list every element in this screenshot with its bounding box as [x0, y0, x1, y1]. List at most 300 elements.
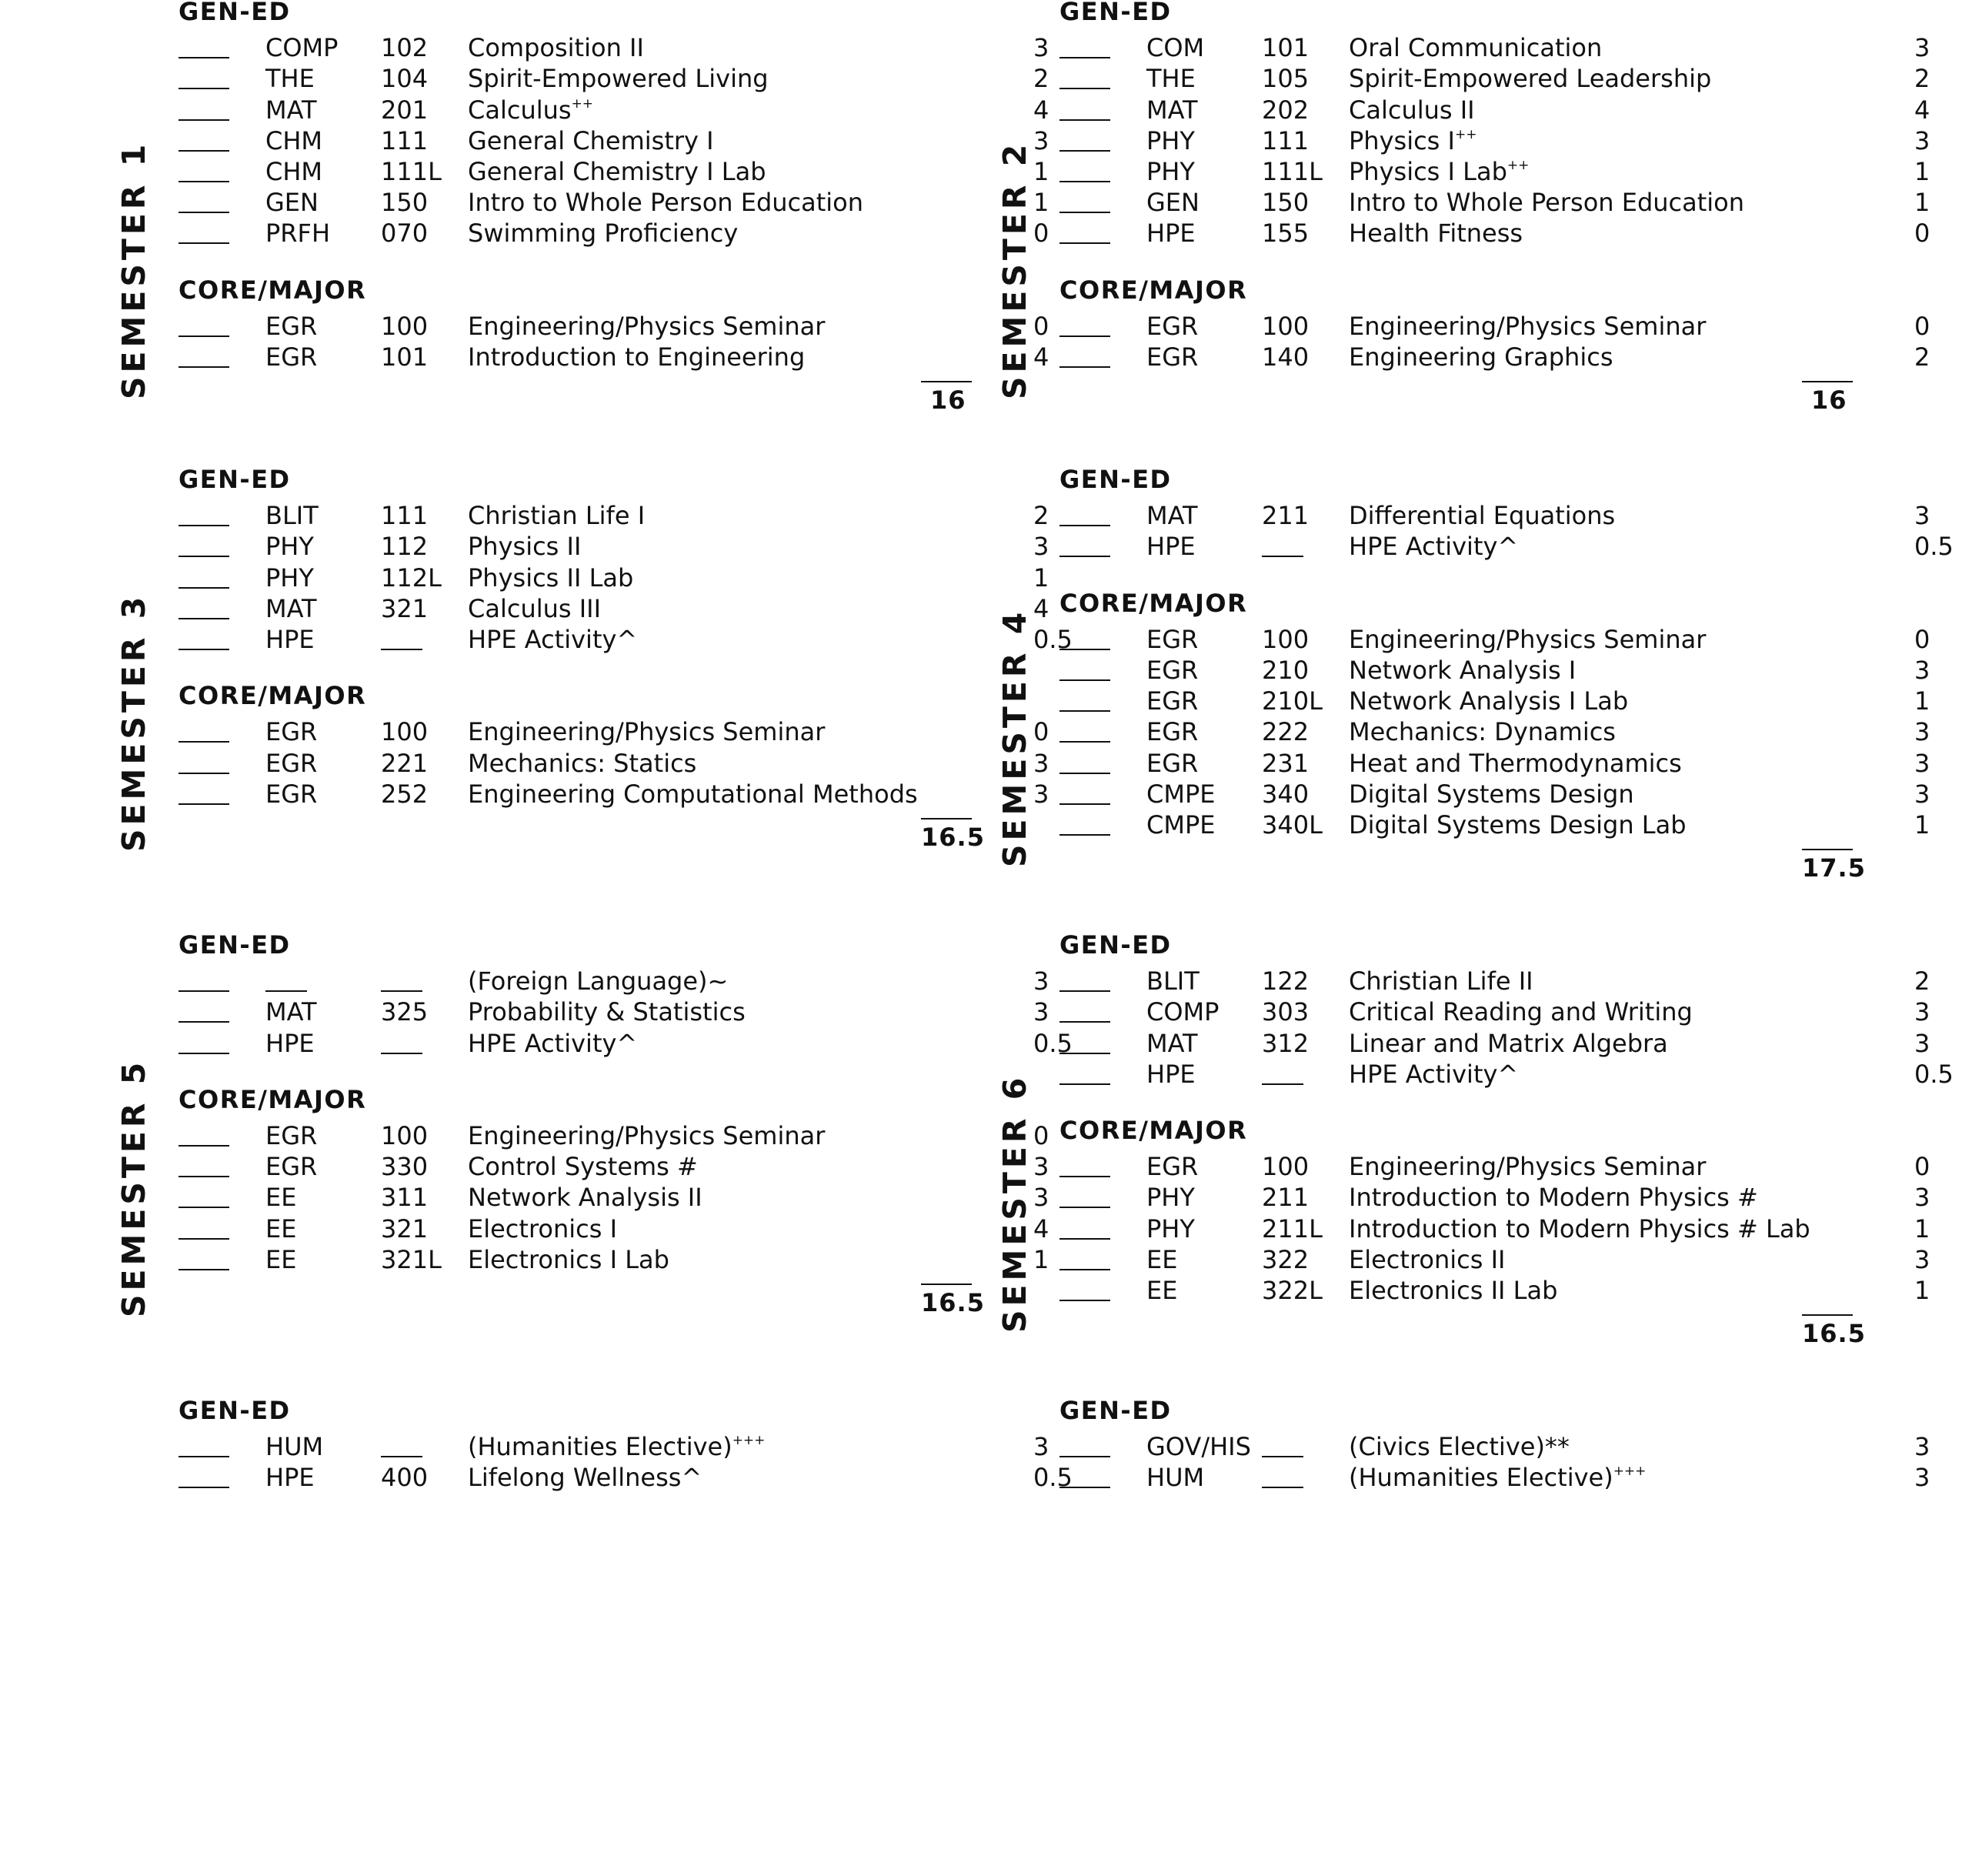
course-title	[1349, 655, 1576, 686]
semester-block	[881, 0, 1930, 477]
grade-blank[interactable]	[1059, 1462, 1110, 1493]
grade-blank[interactable]	[179, 593, 229, 624]
course-credits: 3	[1914, 748, 1930, 778]
course-row	[1059, 1462, 1930, 1493]
course-subject: EGR	[1146, 1152, 1199, 1182]
course-credits: 0	[1914, 311, 1930, 341]
grade-blank[interactable]	[1059, 311, 1110, 342]
course-credits: 2	[1914, 966, 1930, 996]
course-credits: 3	[1914, 1432, 1930, 1462]
course-title	[468, 95, 593, 125]
course-row	[1059, 1059, 1954, 1090]
course-title	[468, 1151, 698, 1182]
course-credits: 0	[1033, 219, 1049, 249]
course-number: 322	[1262, 1244, 1310, 1274]
section-heading: GEN-ED	[1059, 465, 1172, 494]
course-subject: GOV/HIS	[1146, 1432, 1251, 1462]
course-row	[1059, 187, 1930, 218]
course-title-text: Heat and Thermodynamics	[1349, 748, 1682, 778]
course-subject: MAT	[1146, 1028, 1198, 1058]
course-credits: 2	[1914, 64, 1930, 94]
course-title	[1349, 1275, 1557, 1306]
course-credits: 1	[1914, 1276, 1930, 1305]
grade-blank[interactable]	[1059, 1213, 1110, 1244]
subject-blank	[265, 966, 307, 996]
course-credits: 0.5	[1914, 1059, 1954, 1089]
course-title	[468, 1028, 637, 1059]
course-title	[468, 500, 645, 531]
course-title-text: Engineering/Physics Seminar	[1349, 311, 1707, 341]
course-title-text: Christian Life II	[1349, 966, 1533, 996]
grade-blank[interactable]	[1059, 1275, 1110, 1306]
course-subject: EGR	[1146, 624, 1199, 654]
course-title-text: Engineering/Physics Seminar	[468, 311, 826, 341]
course-title-text: Digital Systems Design	[1349, 779, 1634, 809]
grade-blank[interactable]	[1059, 748, 1110, 779]
course-row	[1059, 342, 1930, 372]
course-row	[1059, 1028, 1930, 1059]
course-row	[1059, 1431, 1930, 1462]
course-credits: 3	[1033, 966, 1049, 996]
course-title-text: Electronics I	[468, 1213, 618, 1243]
grade-blank[interactable]	[179, 500, 229, 531]
course-subject: EGR	[1146, 342, 1199, 372]
grade-blank[interactable]	[1059, 1182, 1110, 1213]
course-title	[468, 156, 766, 187]
course-number: 400	[381, 1463, 429, 1493]
course-credits: 0	[1914, 219, 1930, 249]
course-subject: EGR	[1146, 656, 1199, 685]
course-subject: COMP	[1146, 997, 1220, 1027]
course-credits: 3	[1914, 501, 1930, 531]
course-number-blank	[1262, 1462, 1303, 1493]
course-title-text: HPE Activity^	[1349, 1059, 1519, 1089]
course-credits: 1	[1914, 1213, 1930, 1243]
course-subject: EE	[1146, 1276, 1178, 1305]
course-title-text: Christian Life I	[468, 501, 646, 531]
course-subject: MAT	[265, 593, 317, 623]
course-number: 325	[381, 997, 429, 1027]
course-title	[1349, 531, 1518, 562]
course-title	[468, 1213, 617, 1244]
grade-blank[interactable]	[1059, 1244, 1110, 1275]
course-credits: 1	[1033, 188, 1049, 218]
course-subject: PHY	[1146, 157, 1195, 186]
course-title	[1349, 779, 1634, 809]
credit-total: 16.5	[1802, 1319, 1866, 1349]
course-number: 321	[381, 593, 429, 623]
course-credits: 3	[1033, 532, 1049, 562]
grade-blank[interactable]	[179, 342, 229, 372]
course-number: 100	[1262, 624, 1310, 654]
section-heading: GEN-ED	[179, 930, 291, 960]
course-credits: 0.5	[1033, 625, 1073, 654]
course-number: 231	[1262, 748, 1310, 778]
course-number: 201	[381, 95, 429, 125]
course-number: 111L	[1262, 157, 1323, 186]
course-title	[1349, 125, 1477, 156]
course-title-text: Control Systems #	[468, 1152, 698, 1182]
grade-blank[interactable]	[1059, 655, 1110, 686]
course-title-text: Oral Communication	[1349, 33, 1603, 63]
course-title	[1349, 342, 1613, 372]
course-row	[1059, 63, 1930, 94]
course-number: 211L	[1262, 1213, 1323, 1243]
footnote-mark: ++	[571, 95, 594, 112]
course-row	[1059, 779, 1930, 809]
course-credits: 3	[1033, 748, 1049, 778]
course-title-text: Engineering/Physics Seminar	[1349, 1152, 1707, 1182]
course-credits: 1	[1914, 188, 1930, 218]
course-credits: 3	[1033, 33, 1049, 63]
course-subject: GEN	[1146, 188, 1200, 218]
course-credits: 3	[1914, 1183, 1930, 1213]
course-number: 222	[1262, 717, 1310, 747]
grade-blank[interactable]	[179, 156, 229, 187]
course-number: 111	[381, 125, 429, 155]
course-number: 303	[1262, 997, 1310, 1027]
course-title-text: Network Analysis II	[468, 1183, 702, 1213]
course-number-blank	[1262, 1059, 1303, 1090]
course-title-text: Physics II	[468, 532, 582, 562]
course-title	[1349, 624, 1706, 655]
course-row	[1059, 1275, 1930, 1306]
course-credits: 3	[1033, 1183, 1049, 1213]
course-title-text: Electronics II Lab	[1349, 1276, 1558, 1305]
course-subject: EE	[265, 1183, 297, 1213]
course-title	[468, 311, 825, 342]
course-title-text: Network Analysis I	[1349, 656, 1577, 685]
grade-blank[interactable]	[1059, 966, 1110, 996]
course-subject: HPE	[1146, 219, 1196, 249]
course-title-text: Swimming Proficiency	[468, 219, 739, 249]
course-title	[1349, 1182, 1758, 1213]
course-credits: 4	[1914, 95, 1930, 125]
course-credits: 1	[1033, 157, 1049, 186]
grade-blank[interactable]	[1059, 1431, 1110, 1462]
course-subject: PHY	[1146, 1213, 1195, 1243]
course-number: 122	[1262, 966, 1310, 996]
grade-blank[interactable]	[1059, 531, 1110, 562]
footnote-mark: ++	[1507, 158, 1530, 173]
total-rule	[1802, 1314, 1853, 1316]
course-title	[1349, 1213, 1810, 1244]
course-subject: CHM	[265, 125, 323, 155]
course-subject: PHY	[1146, 1183, 1195, 1213]
grade-blank[interactable]	[1059, 95, 1110, 125]
course-number: 321L	[381, 1244, 442, 1274]
course-subject: EE	[265, 1213, 297, 1243]
grade-blank[interactable]	[179, 1151, 229, 1182]
course-title	[468, 1244, 669, 1275]
course-number: 211	[1262, 1183, 1310, 1213]
course-number-blank	[381, 966, 422, 996]
course-number: 330	[381, 1152, 429, 1182]
course-number-blank	[381, 624, 422, 655]
course-subject: EGR	[265, 342, 318, 372]
course-title	[1349, 809, 1687, 840]
grade-blank[interactable]	[179, 187, 229, 218]
course-credits: 3	[1033, 1152, 1049, 1182]
course-subject: EGR	[1146, 717, 1199, 747]
course-number: 105	[1262, 64, 1310, 94]
total-rule	[1802, 381, 1853, 382]
grade-blank[interactable]	[1059, 125, 1110, 156]
credit-total: 16.5	[921, 823, 985, 852]
grade-blank[interactable]	[1059, 218, 1110, 249]
course-number: 111L	[381, 157, 442, 186]
course-title	[468, 125, 714, 156]
course-title	[1349, 1028, 1668, 1059]
course-number: 112L	[381, 562, 442, 593]
course-title-text: Linear and Matrix Algebra	[1349, 1028, 1668, 1058]
grade-blank[interactable]	[179, 1120, 229, 1151]
grade-blank[interactable]	[179, 624, 229, 655]
grade-blank[interactable]	[179, 1182, 229, 1213]
grade-blank[interactable]	[179, 1462, 229, 1493]
total-rule	[1802, 849, 1853, 850]
grade-blank[interactable]	[179, 531, 229, 562]
course-credits: 3	[1033, 997, 1049, 1027]
credit-total: 16.5	[921, 1288, 985, 1317]
course-credits: 1	[1914, 157, 1930, 186]
course-title	[468, 716, 825, 747]
course-number: 070	[381, 219, 429, 249]
course-title-text: General Chemistry I	[468, 125, 714, 155]
course-number: 100	[1262, 311, 1310, 341]
course-title	[468, 531, 581, 562]
course-title-text: Intro to Whole Person Education	[468, 188, 864, 218]
grade-blank[interactable]	[1059, 686, 1110, 716]
course-row	[1059, 156, 1930, 187]
course-credits: 3	[1914, 1028, 1930, 1058]
course-title	[1349, 63, 1711, 94]
course-title	[1349, 1462, 1646, 1493]
course-row	[1059, 500, 1930, 531]
grade-blank[interactable]	[179, 125, 229, 156]
course-number: 100	[381, 311, 429, 341]
course-credits: 0	[1033, 311, 1049, 341]
course-title-text: Physics I Lab	[1349, 157, 1507, 186]
course-credits: 0.5	[1914, 532, 1954, 562]
course-number: 112	[381, 532, 429, 562]
grade-blank[interactable]	[1059, 63, 1110, 94]
course-title-text: HPE Activity^	[1349, 532, 1519, 562]
course-subject: EE	[265, 1244, 297, 1274]
semester-block	[881, 930, 1954, 1410]
course-title	[1349, 996, 1693, 1027]
course-row	[1059, 95, 1930, 125]
course-title	[468, 342, 805, 372]
course-title-text: Engineering/Physics Seminar	[1349, 624, 1707, 654]
course-title	[468, 1120, 825, 1151]
section-heading: CORE/MAJOR	[179, 275, 367, 305]
course-subject: EGR	[265, 748, 318, 778]
course-title-text: Digital Systems Design Lab	[1349, 810, 1687, 840]
grade-blank[interactable]	[1059, 809, 1110, 840]
semester-block	[881, 1396, 1930, 1876]
course-title	[468, 624, 637, 655]
grade-blank[interactable]	[1059, 156, 1110, 187]
grade-blank[interactable]	[1059, 500, 1110, 531]
course-credits: 2	[1033, 64, 1049, 94]
course-title-text: Introduction to Modern Physics # Lab	[1349, 1213, 1810, 1243]
course-title-text: HPE Activity^	[468, 625, 638, 654]
grade-blank[interactable]	[179, 1213, 229, 1244]
grade-blank[interactable]	[1059, 779, 1110, 809]
course-title-text: Spirit-Empowered Leadership	[1349, 64, 1712, 94]
course-subject: EGR	[1146, 686, 1199, 716]
course-subject: GEN	[265, 188, 319, 218]
course-title-text: Physics II Lab	[468, 562, 634, 593]
course-subject: HPE	[1146, 532, 1196, 562]
course-title	[468, 966, 728, 996]
semester-block	[881, 465, 1954, 945]
course-credits: 3	[1914, 1463, 1930, 1493]
course-title-text: Engineering/Physics Seminar	[468, 717, 826, 747]
course-subject: EGR	[1146, 748, 1199, 778]
course-row	[1059, 748, 1930, 779]
course-title-text: Physics I	[1349, 125, 1455, 155]
course-credits: 4	[1033, 95, 1049, 125]
course-title	[1349, 686, 1628, 716]
course-title	[468, 63, 769, 94]
course-credits: 3	[1033, 125, 1049, 155]
course-subject: EGR	[1146, 311, 1199, 341]
course-subject: EGR	[265, 1121, 318, 1150]
grade-blank[interactable]	[1059, 996, 1110, 1027]
grade-blank[interactable]	[179, 562, 229, 593]
course-credits: 0.5	[1033, 1463, 1073, 1493]
course-credits: 0	[1033, 717, 1049, 747]
course-title-text: (Foreign Language)~	[468, 966, 729, 996]
section-heading: GEN-ED	[179, 1396, 291, 1425]
grade-blank[interactable]	[179, 95, 229, 125]
grade-blank[interactable]	[179, 748, 229, 779]
course-title-text: Engineering/Physics Seminar	[468, 1121, 826, 1150]
course-row	[1059, 1182, 1930, 1213]
course-subject: PRFH	[265, 219, 330, 249]
course-number: 101	[381, 342, 429, 372]
course-credits: 3	[1033, 1432, 1049, 1462]
course-title	[1349, 187, 1744, 218]
grade-blank[interactable]	[179, 779, 229, 809]
course-title	[1349, 966, 1533, 996]
semester-label: SEMESTER 1	[115, 141, 152, 400]
course-row	[1059, 655, 1930, 686]
course-title	[1349, 1244, 1505, 1275]
course-number: 100	[1262, 1152, 1310, 1182]
grade-blank[interactable]	[1059, 342, 1110, 372]
course-subject: EGR	[265, 717, 318, 747]
course-subject: THE	[265, 64, 315, 94]
course-number-blank	[1262, 1431, 1303, 1462]
section-heading: CORE/MAJOR	[1059, 588, 1248, 618]
course-row	[1059, 531, 1954, 562]
section-heading: CORE/MAJOR	[1059, 1116, 1248, 1145]
course-subject: EGR	[265, 1152, 318, 1182]
course-title	[1349, 156, 1529, 187]
course-credits: 3	[1033, 779, 1049, 809]
course-subject: BLIT	[1146, 966, 1200, 996]
course-row	[1059, 311, 1930, 342]
grade-blank[interactable]	[1059, 32, 1110, 63]
course-credits: 3	[1914, 656, 1930, 685]
course-subject: CMPE	[1146, 810, 1216, 840]
grade-blank[interactable]	[179, 1431, 229, 1462]
grade-blank[interactable]	[1059, 187, 1110, 218]
course-title-text: Calculus	[468, 95, 572, 125]
course-subject: CHM	[265, 157, 323, 186]
course-title-text: Mechanics: Statics	[468, 748, 697, 778]
grade-blank[interactable]	[179, 63, 229, 94]
course-number: 104	[381, 64, 429, 94]
course-number: 150	[1262, 188, 1310, 218]
course-credits: 3	[1914, 33, 1930, 63]
course-credits: 4	[1033, 593, 1049, 623]
course-title-text: General Chemistry I Lab	[468, 157, 766, 186]
grade-blank[interactable]	[1059, 1028, 1110, 1059]
grade-blank[interactable]	[179, 32, 229, 63]
course-number: 111	[381, 501, 429, 531]
grade-blank[interactable]	[179, 996, 229, 1027]
semester-label: SEMESTER 2	[996, 141, 1033, 400]
grade-blank[interactable]	[179, 311, 229, 342]
course-number: 311	[381, 1183, 429, 1213]
grade-blank[interactable]	[1059, 1059, 1110, 1090]
grade-blank[interactable]	[179, 716, 229, 747]
course-title	[1349, 500, 1615, 531]
course-title	[468, 1182, 702, 1213]
grade-blank[interactable]	[1059, 1151, 1110, 1182]
course-credits: 0.5	[1033, 1028, 1073, 1058]
grade-blank[interactable]	[1059, 624, 1110, 655]
footnote-mark: +++	[1613, 1464, 1647, 1480]
course-title	[468, 1431, 765, 1462]
course-subject: EE	[1146, 1244, 1178, 1274]
course-title	[468, 562, 633, 593]
grade-blank[interactable]	[179, 218, 229, 249]
course-title-text: Electronics I Lab	[468, 1244, 669, 1274]
course-number: 140	[1262, 342, 1310, 372]
course-subject: PHY	[1146, 125, 1195, 155]
course-row	[1059, 1151, 1930, 1182]
course-title	[468, 218, 738, 249]
course-number-blank	[381, 1431, 422, 1462]
course-row	[1059, 686, 1930, 716]
section-heading: CORE/MAJOR	[179, 681, 367, 711]
course-subject: HPE	[265, 625, 315, 654]
grade-blank[interactable]	[1059, 716, 1110, 747]
course-subject: MAT	[265, 997, 317, 1027]
course-title-text: Probability & Statistics	[468, 997, 746, 1027]
section-heading: GEN-ED	[1059, 930, 1172, 960]
course-title-text: Composition II	[468, 33, 644, 63]
course-title	[1349, 311, 1706, 342]
course-subject: PHY	[265, 562, 314, 593]
grade-blank[interactable]	[179, 1244, 229, 1275]
semester-label: SEMESTER 6	[996, 1074, 1033, 1334]
course-number: 100	[381, 1121, 429, 1150]
grade-blank[interactable]	[179, 966, 229, 996]
course-title-text: HPE Activity^	[468, 1028, 638, 1058]
course-title-text: Intro to Whole Person Education	[1349, 188, 1745, 218]
grade-blank[interactable]	[179, 1028, 229, 1059]
course-subject: CMPE	[1146, 779, 1216, 809]
course-row	[1059, 716, 1930, 747]
course-number: 221	[381, 748, 429, 778]
course-row	[1059, 32, 1930, 63]
